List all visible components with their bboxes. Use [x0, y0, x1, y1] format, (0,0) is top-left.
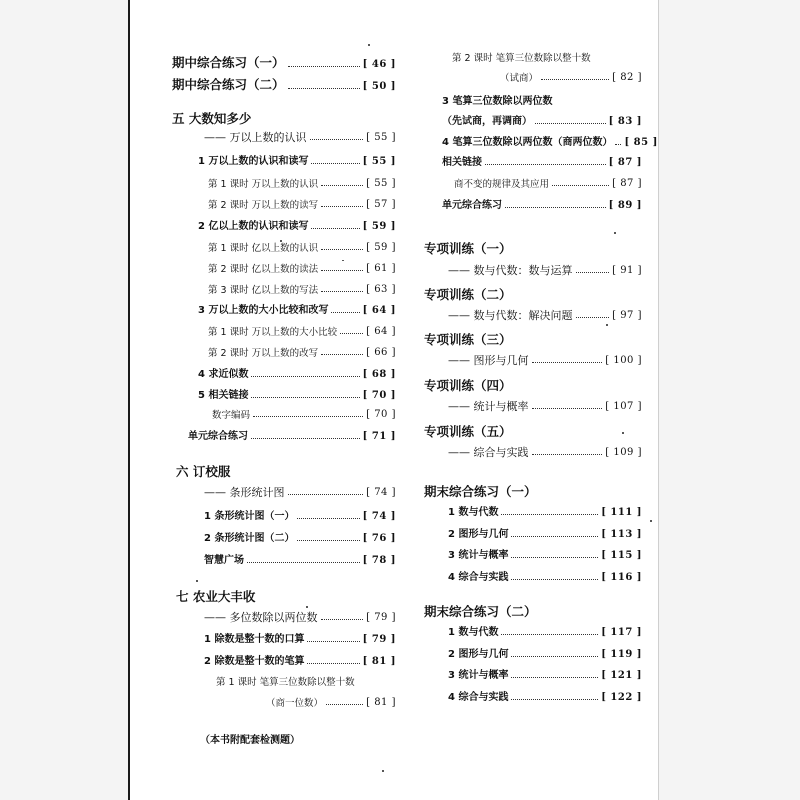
leader-dots	[326, 704, 363, 705]
page-number: [ 55 ]	[366, 132, 396, 143]
entry-label: —— 统计与概率	[448, 400, 529, 413]
page-number: [ 117 ]	[601, 627, 642, 638]
leader-dots	[321, 206, 363, 207]
entry-label: —— 万以上数的认识	[204, 131, 307, 144]
leader-dots	[576, 317, 610, 318]
page-number: [ 82 ]	[612, 72, 642, 83]
leader-dots	[311, 228, 359, 229]
toc-entry-link-sub[interactable]	[454, 179, 642, 189]
page-number: [ 113 ]	[601, 529, 642, 540]
toc-entry-unit5-sec3-lesson2[interactable]	[208, 348, 396, 358]
page-number: [ 66 ]	[366, 347, 396, 358]
leader-dots	[576, 272, 610, 273]
entry-label: 数字编码	[212, 409, 251, 421]
page-number: [ 59 ]	[366, 242, 396, 253]
page-number: [ 61 ]	[366, 263, 396, 274]
toc-entry-special4[interactable]	[448, 401, 642, 412]
entry-label: 1 除数是整十数的口算	[204, 634, 305, 645]
entry-label: （先试商，再调商）	[442, 116, 532, 127]
page-number: [ 64 ]	[362, 305, 396, 316]
special3-heading: 专项训练（三）	[424, 332, 512, 347]
page-number: [ 46 ]	[362, 58, 396, 70]
entry-label: 2 图形与几何	[448, 529, 509, 540]
scan-speck	[614, 232, 616, 234]
toc-entry-unit6-review[interactable]	[204, 556, 396, 566]
entry-label: 期中综合练习（一）	[172, 55, 285, 70]
entry-label: 第 1 课时 万以上数的大小比较	[208, 326, 338, 338]
leader-dots	[253, 416, 363, 417]
scan-speck	[368, 44, 370, 46]
entry-label: 第 3 课时 亿以上数的写法	[208, 284, 319, 296]
leader-dots	[511, 699, 598, 700]
page-number: [ 68 ]	[362, 369, 396, 380]
leader-dots	[511, 656, 598, 657]
entry-label: 2 除数是整十数的笔算	[204, 656, 305, 667]
page-number: [ 121 ]	[601, 670, 642, 681]
page-number: [ 70 ]	[366, 409, 396, 420]
toc-entry-final1-item[interactable]	[448, 508, 642, 518]
page-number: [ 107 ]	[605, 401, 642, 412]
toc-entry-special5[interactable]	[448, 447, 642, 458]
special1-heading: 专项训练（一）	[424, 241, 512, 256]
leader-dots	[485, 164, 606, 165]
leader-dots	[288, 494, 364, 495]
entry-label: 1 数与代数	[448, 507, 499, 518]
entry-label: 5 相关链接	[198, 390, 249, 401]
page-number: [ 59 ]	[362, 221, 396, 232]
leader-dots	[311, 163, 359, 164]
toc-entry-special3[interactable]	[448, 355, 642, 366]
leader-dots	[331, 312, 359, 313]
entry-label: —— 多位数除以两位数	[204, 611, 318, 624]
toc-entry-final1-item[interactable]	[448, 573, 642, 583]
scan-speck	[622, 432, 624, 434]
unit7-heading: 七 农业大丰收	[176, 589, 256, 604]
entry-label: 1 条形统计图（一）	[204, 511, 295, 522]
page-number: [ 78 ]	[362, 555, 396, 566]
entry-label: 2 图形与几何	[448, 649, 509, 660]
final1-heading: 期末综合练习（一）	[424, 484, 537, 499]
toc-entry-unit7-review[interactable]	[442, 201, 642, 211]
page-number: [ 109 ]	[605, 447, 642, 458]
page-number: [ 71 ]	[362, 431, 396, 442]
entry-label: 2 条形统计图（二）	[204, 533, 295, 544]
entry-label: 第 1 课时 亿以上数的认识	[208, 242, 319, 254]
leader-dots	[321, 270, 363, 271]
leader-dots	[532, 408, 603, 409]
toc-entry-unit5-sec1-lesson2[interactable]	[208, 200, 396, 210]
page-number: [ 55 ]	[366, 178, 396, 189]
toc-entry-unit5-sec3-lesson1[interactable]	[208, 327, 396, 337]
footer-note: （本书附配套检测题）	[200, 735, 300, 746]
toc-entry-unit5-sec2-lesson1[interactable]	[208, 243, 396, 253]
leader-dots	[321, 291, 363, 292]
page-number: [ 74 ]	[362, 511, 396, 522]
page-number: [ 122 ]	[601, 692, 642, 703]
toc-entry-sec4[interactable]	[442, 137, 658, 148]
entry-label: 第 2 课时 亿以上数的读法	[208, 263, 319, 275]
page-number: [ 63 ]	[366, 284, 396, 295]
page-number: [ 111 ]	[601, 507, 642, 518]
entry-label: 第 1 课时 万以上数的认识	[208, 178, 319, 190]
entry-label: （商一位数）	[266, 697, 324, 709]
leader-dots	[321, 185, 363, 186]
page-number: [ 57 ]	[366, 199, 396, 210]
leader-dots	[511, 677, 598, 678]
toc-entry-unit5-sec4[interactable]	[198, 370, 396, 380]
toc-entry-unit5-sec5-sub[interactable]	[212, 410, 396, 420]
toc-entry-unit7-sec2[interactable]	[204, 657, 396, 667]
leader-dots	[511, 557, 598, 558]
page-number: [ 116 ]	[601, 572, 642, 583]
page-number: [ 81 ]	[366, 697, 396, 708]
toc-entry-final2-item[interactable]	[448, 628, 642, 638]
unit5-heading: 五 大数知多少	[172, 111, 252, 126]
toc-entry-unit5-sec3[interactable]	[198, 306, 396, 316]
scan-speck	[342, 260, 344, 261]
scan-speck	[196, 580, 198, 582]
leader-dots	[511, 579, 598, 580]
special5-heading: 专项训练（五）	[424, 424, 512, 439]
toc-entry-unit5-sec1-lesson1[interactable]	[208, 179, 396, 189]
entry-label: 期中综合练习（二）	[172, 77, 285, 92]
page-number: [ 55 ]	[362, 156, 396, 167]
toc-entry-unit7-sec1[interactable]	[204, 635, 396, 645]
leader-dots	[288, 88, 360, 89]
page-number: [ 87 ]	[612, 178, 642, 189]
entry-label: —— 图形与几何	[448, 354, 529, 367]
page-number: [ 119 ]	[601, 649, 642, 660]
page-number: [ 100 ]	[605, 355, 642, 366]
entry-label: 第 2 课时 万以上数的读写	[208, 199, 319, 211]
leader-dots	[552, 185, 609, 186]
toc-entry-final1-item[interactable]	[448, 530, 642, 540]
scan-speck	[606, 324, 608, 326]
leader-dots	[251, 397, 359, 398]
leader-dots	[288, 66, 360, 67]
page-number: [ 87 ]	[608, 157, 642, 168]
page-number: [ 50 ]	[362, 80, 396, 92]
toc-entry-unit5-review[interactable]	[188, 432, 396, 442]
entry-label: —— 数与代数：数与运算	[448, 264, 573, 277]
entry-label: 3 万以上数的大小比较和改写	[198, 305, 329, 316]
scan-speck	[280, 240, 282, 242]
toc-entry-mid-exam-2[interactable]	[172, 79, 396, 92]
entry-label: （试商）	[500, 72, 539, 84]
toc-entry-lesson2-trial[interactable]	[500, 73, 642, 83]
page-number: [ 89 ]	[608, 200, 642, 211]
toc-entry-final2-item[interactable]	[448, 671, 642, 681]
toc-entry-unit5-subtitle[interactable]	[204, 132, 396, 143]
leader-dots	[532, 454, 603, 455]
entry-label: 4 综合与实践	[448, 572, 509, 583]
entry-label: 1 万以上数的认识和读写	[198, 156, 309, 167]
leader-dots	[321, 619, 364, 620]
unit6-heading: 六 订校服	[176, 464, 231, 479]
toc-entry-unit5-sec1[interactable]	[198, 157, 396, 167]
leader-dots	[321, 354, 363, 355]
leader-dots	[297, 540, 359, 541]
page-number: [ 115 ]	[601, 550, 642, 561]
page-number: [ 91 ]	[612, 265, 642, 276]
toc-entry-final2-item[interactable]	[448, 650, 642, 660]
page-number: [ 85 ]	[624, 137, 658, 148]
leader-dots	[310, 139, 364, 140]
leader-dots	[321, 249, 363, 250]
toc-entry-sec3[interactable]	[442, 117, 642, 127]
leader-dots	[247, 562, 360, 563]
toc-entry-unit6-sec1[interactable]	[204, 512, 396, 522]
leader-dots	[532, 362, 603, 363]
entry-label: —— 条形统计图	[204, 486, 285, 499]
toc-entry-unit7-subtitle[interactable]	[204, 612, 396, 623]
leader-dots	[535, 123, 606, 124]
toc-entry-unit6-subtitle[interactable]	[204, 487, 396, 498]
right-sec3-title: 3 笔算三位数除以两位数	[442, 96, 553, 107]
entry-label: 4 求近似数	[198, 369, 249, 380]
toc-entry-unit6-sec2[interactable]	[204, 534, 396, 544]
toc-entry-unit5-sec5[interactable]	[198, 391, 396, 401]
entry-label: 3 统计与概率	[448, 670, 509, 681]
entry-label: —— 数与代数：解决问题	[448, 309, 573, 322]
page-number: [ 81 ]	[362, 656, 396, 667]
entry-label: 4 综合与实践	[448, 692, 509, 703]
leader-dots	[307, 641, 359, 642]
entry-label: 4 笔算三位数除以两位数（商两位数）	[442, 137, 613, 148]
entry-label: 第 2 课时 万以上数的改写	[208, 347, 319, 359]
leader-dots	[297, 518, 359, 519]
right-lesson2-title: 第 2 课时 笔算三位数除以整十数	[452, 53, 591, 64]
page-number: [ 97 ]	[612, 310, 642, 321]
scan-speck	[650, 520, 652, 522]
toc-page	[128, 0, 659, 800]
entry-label: 商不变的规律及其应用	[454, 178, 550, 190]
entry-label: 相关链接	[442, 157, 482, 168]
toc-entry-link[interactable]	[442, 158, 642, 168]
scan-speck	[382, 770, 384, 772]
leader-dots	[251, 438, 360, 439]
entry-label: 单元综合练习	[188, 431, 248, 442]
scan-speck	[306, 606, 308, 608]
toc-entry-mid-exam-1[interactable]	[172, 57, 396, 70]
final2-heading: 期末综合练习（二）	[424, 604, 537, 619]
leader-dots	[501, 634, 598, 635]
toc-entry-special2[interactable]	[448, 310, 642, 321]
leader-dots	[251, 376, 359, 377]
page-number: [ 76 ]	[362, 533, 396, 544]
page-number: [ 74 ]	[366, 487, 396, 498]
leader-dots	[511, 536, 598, 537]
toc-entry-unit5-sec2[interactable]	[198, 222, 396, 232]
leader-dots	[307, 663, 359, 664]
toc-entry-special1[interactable]	[448, 265, 642, 276]
leader-dots	[501, 514, 598, 515]
page-number: [ 79 ]	[362, 634, 396, 645]
toc-entry-unit5-sec2-lesson2[interactable]	[208, 264, 396, 274]
page-number: [ 83 ]	[608, 116, 642, 127]
page-number: [ 70 ]	[362, 390, 396, 401]
leader-dots	[615, 144, 621, 145]
entry-label: —— 综合与实践	[448, 446, 529, 459]
leader-dots	[340, 333, 363, 334]
toc-entry-final1-item[interactable]	[448, 551, 642, 561]
entry-label: 3 统计与概率	[448, 550, 509, 561]
special4-heading: 专项训练（四）	[424, 378, 512, 393]
entry-label: 单元综合练习	[442, 200, 502, 211]
entry-label: 1 数与代数	[448, 627, 499, 638]
leader-dots	[541, 79, 609, 80]
toc-entry-unit7-sec2-lesson1[interactable]	[266, 698, 396, 708]
leader-dots	[505, 207, 606, 208]
toc-entry-unit5-sec2-lesson3[interactable]	[208, 285, 396, 295]
page-number: [ 64 ]	[366, 326, 396, 337]
unit7-lesson1-title: 第 1 课时 笔算三位数除以整十数	[216, 677, 355, 688]
entry-label: 智慧广场	[204, 555, 244, 566]
page-number: [ 79 ]	[366, 612, 396, 623]
entry-label: 2 亿以上数的认识和读写	[198, 221, 309, 232]
toc-entry-final2-item[interactable]	[448, 693, 642, 703]
special2-heading: 专项训练（二）	[424, 287, 512, 302]
